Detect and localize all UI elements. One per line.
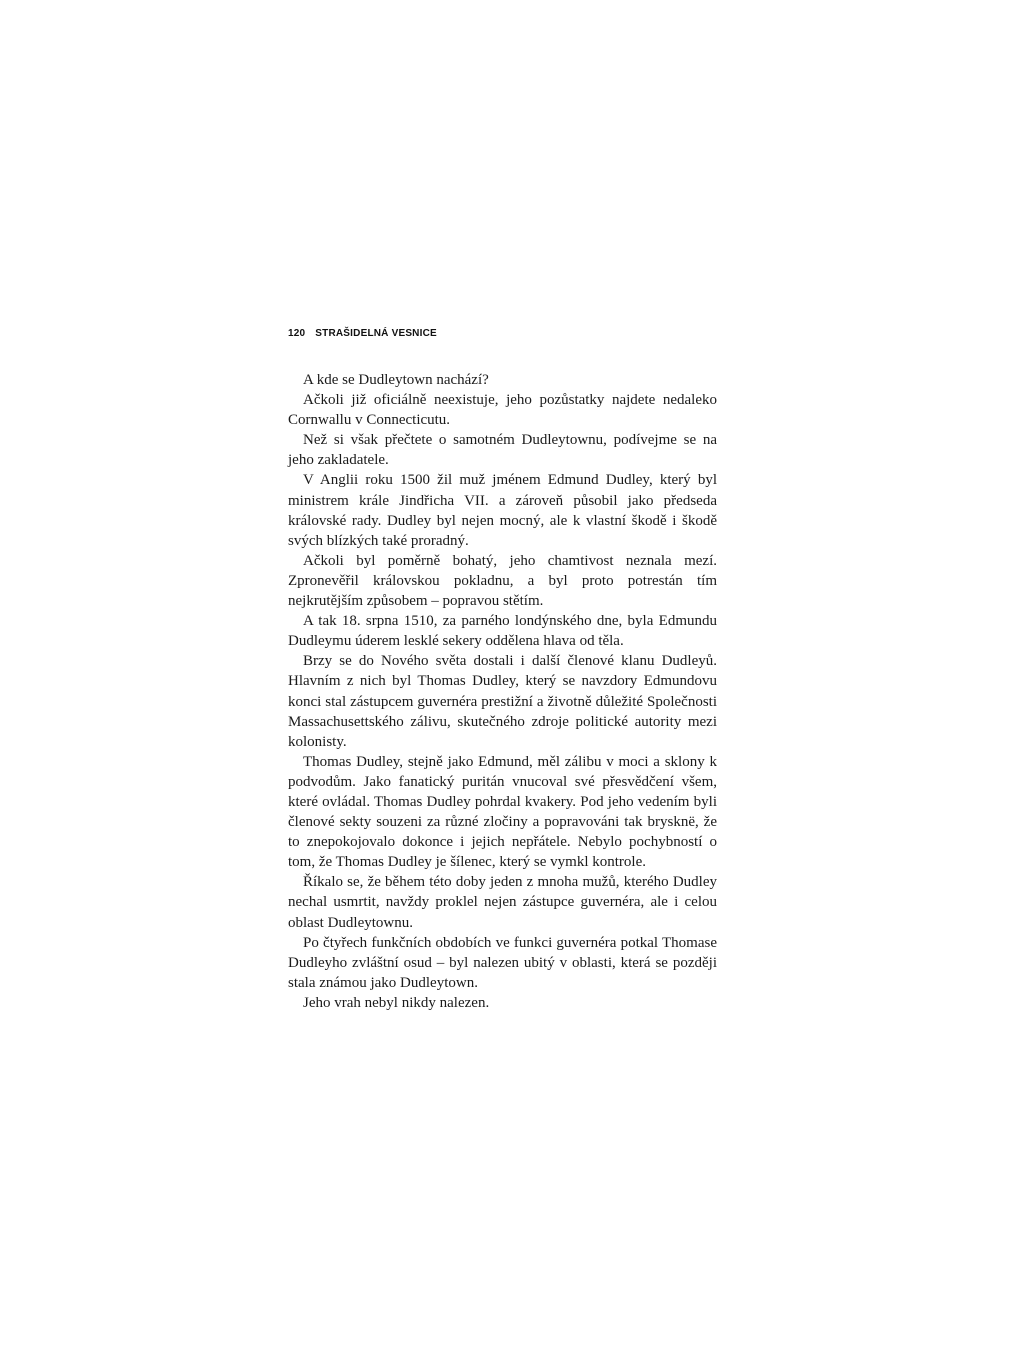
section-title: STRAŠIDELNÁ VESNICE [315,328,437,339]
paragraph: Říkalo se, že během této doby jeden z mnoha mužů, kterého Dudley nechal usmrtit, navždy proklel nejen zástupce guvernéra, ale i celou oblast Dudleytownu. [288,874,717,931]
paragraph: Po čtyřech funkčních obdobích ve funkci guvernéra potkal Thomase Dudleyho zvláštní osud – byl nalezen ubitý v oblasti, která se později stala známou jako Dudleytown. [288,934,717,991]
paragraph: Ačkoli byl poměrně bohatý, jeho chamtivost neznala mezí. Zpronevěřil královskou pokladnu, a byl proto potrestán tím nejkrutějším způsobem – popravou stětím. [288,552,717,610]
paragraph: Brzy se do Nového světa dostali i další členové klanu Dudleyů. Hlavním z nich byl Thomas Dudley, který se navzdory Edmundovu konci stal zástupcem guvernéra prestižní a životně důležité Společnosti Massachusettského zálivu, skutečného zdroje politické autority mezi kolonisty. [288,653,717,750]
paragraph: Thomas Dudley, stejně jako Edmund, měl zálibu v moci a sklony k podvodům. Jako fanatický puritán vnucoval své přesvědčení všem, které ovládal. Thomas Dudley pohrdal kvakery. Pod jeho vedením byli členové sekty souzeni za různé zločiny a popravováni tak brysknë, že to znepokojovalo dokonce i jejich nepřátele. Nebylo pochybností o tom, že Thomas Dudley je šílenec, který se vymkl kontrole. [288,753,717,871]
running-head [288,328,437,339]
paragraph: V Anglii roku 1500 žil muž jménem Edmund Dudley, který byl ministrem krále Jindřicha VII. a zároveň působil jako předseda královské rady. Dudley byl nejen mocný, ale k vlastní škodě i škodě svých blízkých také proradný. [288,472,717,549]
paragraph: Než si však přečtete o samotném Dudleytownu, podívejme se na jeho zakladatele. [288,432,717,469]
body-text [288,370,717,1013]
page-number: 120 [288,328,306,339]
paragraph: A tak 18. srpna 1510, za parného londýnského dne, byla Edmundu Dudleymu úderem lesklé sekery oddělena hlava od těla. [288,613,717,650]
paragraph: Ačkoli již oficiálně neexistuje, jeho pozůstatky najdete nedaleko Cornwallu v Connecticutu. [288,392,717,429]
paragraph: A kde se Dudleytown nachází? [303,372,489,388]
paragraph: Jeho vrah nebyl nikdy nalezen. [303,994,490,1011]
